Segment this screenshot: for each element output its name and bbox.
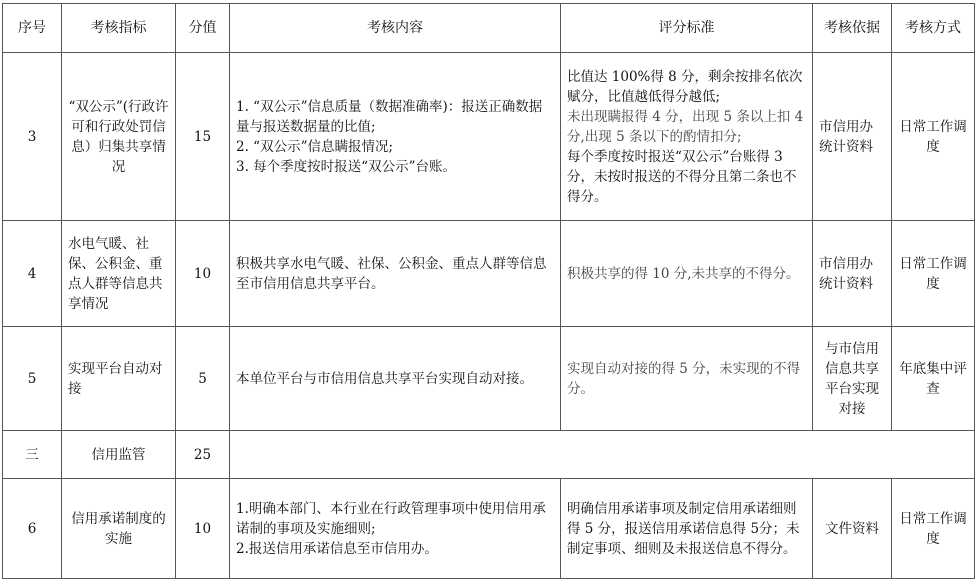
assessment-table [2,3,975,579]
standard-line: 实现自动对接的得 5 分，未实现的不得分。 [567,360,801,397]
row-content [230,53,561,221]
row-method: 日常工作调度 [892,221,975,327]
content-line: 1. “双公示”信息质量（数据准确率)：报送正确数据量与报送数据量的比值; [236,98,543,135]
row-indicator: 实现平台自动对接 [62,327,176,431]
header-indicator: 考核指标 [62,4,176,53]
standard-line: 积极共享的得 10 分,未共享的不得分。 [567,265,800,282]
row-method: 日常工作调度 [892,479,975,579]
content-line: 积极共享水电气暖、社保、公积金、重点人群等信息至市信用信息共享平台。 [236,255,547,292]
content-line: 3. 每个季度按时报送“双公示”台账。 [236,158,456,175]
row-score: 10 [176,221,230,327]
content-line: 本单位平台与市信用信息共享平台实现自动对接。 [236,370,533,387]
section-score: 25 [176,431,230,479]
section-empty-cell [230,431,975,479]
content-line: 2. “双公示”信息瞒报情况; [236,138,394,155]
row-score: 15 [176,53,230,221]
row-index: 4 [3,221,62,327]
row-method: 日常工作调度 [892,53,975,221]
row-indicator: 信用承诺制度的实施 [62,479,176,579]
table-row [3,479,975,579]
row-standard [561,479,813,579]
section-title: 信用监管 [62,431,176,479]
row-content [230,221,561,327]
table-row [3,221,975,327]
header-index: 序号 [3,4,62,53]
table-row [3,53,975,221]
row-standard [561,327,813,431]
row-index: 3 [3,53,62,221]
row-content [230,327,561,431]
row-standard [561,221,813,327]
standard-line: 明确信用承诺事项及制定信用承诺细则得 5 分，报送信用承诺信息得 5分；未制定事项、细则及未报送信息不得分。 [567,500,800,557]
content-line: 2.报送信用承诺信息至市信用办。 [236,540,438,557]
row-score: 10 [176,479,230,579]
row-standard [561,53,813,221]
row-basis: 市信用办统计资料 [813,221,892,327]
header-score: 分值 [176,4,230,53]
row-index: 5 [3,327,62,431]
section-index: 三 [3,431,62,479]
header-row [3,4,975,53]
standard-line: 每个季度按时报送“双公示”台账得 3 分，未按时报送的不得分且第二条也不得分。 [567,148,797,205]
row-index: 6 [3,479,62,579]
header-content: 考核内容 [230,4,561,53]
row-method: 年底集中评查 [892,327,975,431]
row-basis: 与市信用信息共享平台实现对接 [813,327,892,431]
row-content [230,479,561,579]
header-standard: 评分标准 [561,4,813,53]
standard-line: 未出现瞒报得 4 分，出现 5 条以上扣 4 分,出现 5 条以下的酌情扣分; [567,108,804,145]
standard-line: 比值达 100%得 8 分，剩余按排名依次赋分，比值越低得分越低; [567,68,803,105]
header-basis: 考核依据 [813,4,892,53]
header-method: 考核方式 [892,4,975,53]
content-line: 1.明确本部门、本行业在行政管理事项中使用信用承诺制的事项及实施细则; [236,500,546,537]
row-basis: 市信用办统计资料 [813,53,892,221]
row-indicator: 水电气暖、社保、公积金、重点人群等信息共享情况 [62,221,176,327]
row-score: 5 [176,327,230,431]
row-basis: 文件资料 [813,479,892,579]
table-row [3,327,975,431]
section-row [3,431,975,479]
row-indicator: “双公示”(行政许可和行政处罚信息）归集共享情况 [62,53,176,221]
